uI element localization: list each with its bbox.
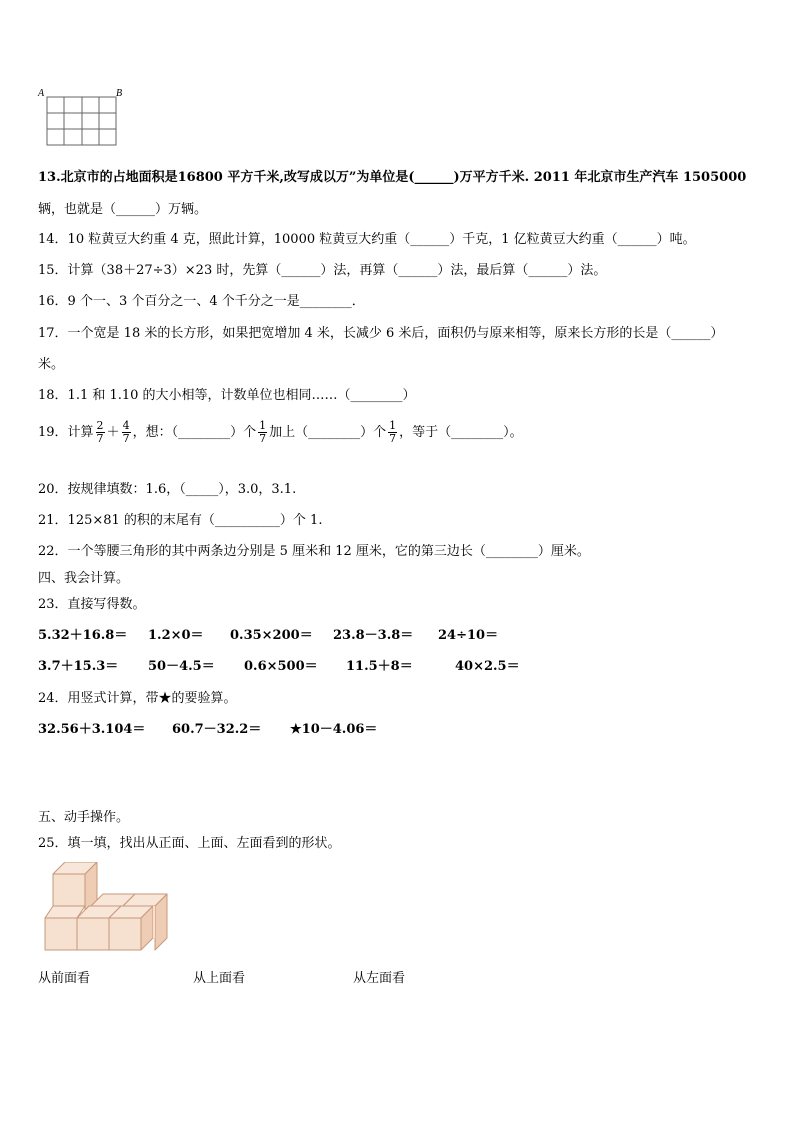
- q19-mid2: 加上（________）个: [269, 425, 387, 440]
- q20: 20．按规律填数：1.6，（_____），3.0，3.1.: [38, 482, 297, 497]
- cube-front-2: [77, 918, 109, 950]
- q24-title: 24．用竖式计算，带★的要验算。: [38, 691, 237, 706]
- q23-r1-c3: 0.35×200＝: [230, 628, 313, 643]
- q25-title: 25．填一填，找出从正面、上面、左面看到的形状。: [38, 836, 341, 851]
- q21: 21．125×81 的积的末尾有（__________）个 1.: [38, 513, 323, 528]
- q24-item-2: 60.7－32.2＝: [172, 722, 262, 737]
- q24-item-3: ★10－4.06＝: [290, 722, 378, 737]
- frac-den: 7: [389, 432, 397, 445]
- q23-r2-c5: 40×2.5＝: [455, 659, 520, 674]
- q19-mid1: ，想：（________）个: [132, 425, 257, 440]
- frac-num: 4: [122, 419, 130, 432]
- fraction-4-7: [122, 420, 131, 445]
- frac-num: 1: [389, 419, 397, 432]
- q23-r2-c2: 50－4.5＝: [148, 659, 215, 674]
- section-5-title: 五、动手操作。: [38, 810, 130, 825]
- q15: 15．计算（38＋27÷3）×23 时，先算（______）法，再算（______）法，最后算（______）法。: [38, 263, 607, 278]
- section-4-title: 四、我会计算。: [38, 571, 130, 586]
- q16: 16．9 个一、3 个百分之一、4 个千分之一是________．: [38, 294, 365, 309]
- frac-num: 1: [259, 419, 267, 432]
- frac-num: 2: [96, 419, 104, 432]
- q23-r1-c1: 5.32＋16.8＝: [38, 628, 128, 643]
- q23-title: 23．直接写得数。: [38, 597, 146, 612]
- cube-top-front: [53, 874, 85, 906]
- q23-r1-c2: 1.2×0＝: [148, 628, 204, 643]
- view-top-label: 从上面看: [193, 971, 246, 986]
- q17-line2: 米。: [38, 357, 65, 372]
- q14: 14．10 粒黄豆大约重 4 克，照此计算，10000 粒黄豆大约重（______）千克，1 亿粒黄豆大约重（______）吨。: [38, 232, 696, 247]
- grid-figure: [36, 86, 128, 150]
- q24-item-1: 32.56＋3.104＝: [38, 722, 146, 737]
- q23-r2-c4: 11.5＋8＝: [346, 659, 413, 674]
- q13-line2: 辆，也就是（______）万辆。: [38, 202, 208, 217]
- q22: 22．一个等腰三角形的其中两条边分别是 5 厘米和 12 厘米，它的第三边长（________）厘米。: [38, 544, 590, 559]
- fraction-1-7: [388, 420, 397, 445]
- q23-r2-c3: 0.6×500＝: [244, 659, 318, 674]
- cube-front-1: [45, 918, 77, 950]
- view-front-label: 从前面看: [38, 971, 91, 986]
- frac-den: 7: [96, 432, 104, 445]
- frac-den: 7: [259, 432, 267, 445]
- q23-r1-c4: 23.8－3.8＝: [333, 628, 414, 643]
- q23-r1-c5: 24÷10＝: [438, 628, 499, 643]
- q19-prefix: 19．计算: [38, 425, 94, 440]
- view-left-label: 从左面看: [353, 971, 406, 986]
- q17-line1: 17．一个宽是 18 米的长方形，如果把宽增加 4 米，长减少 6 米后，面积仍与原来相等，原来长方形的长是（______）: [38, 326, 724, 341]
- cube-front-3: [109, 918, 141, 950]
- q19-plus: ＋: [106, 425, 120, 440]
- frac-den: 7: [122, 432, 130, 445]
- grid-label-b: B: [116, 88, 123, 99]
- q23-r2-c1: 3.7＋15.3＝: [38, 659, 119, 674]
- q18: 18．1.1 和 1.10 的大小相等，计数单位也相同……（________）: [38, 388, 416, 403]
- grid-label-a: A: [38, 88, 45, 99]
- q13-line1: 13.北京市的占地面积是16800 平方千米,改写成以万”为单位是(______)万平方千米. 2011 年北京市生产汽车 1505000: [38, 170, 747, 185]
- cubes-figure: [40, 862, 172, 954]
- q19: [38, 420, 523, 445]
- fraction-1-7: [258, 420, 267, 445]
- cube-back-right-front: [153, 906, 155, 938]
- q19-suffix: ，等于（________）。: [399, 425, 523, 440]
- fraction-2-7: [96, 420, 105, 445]
